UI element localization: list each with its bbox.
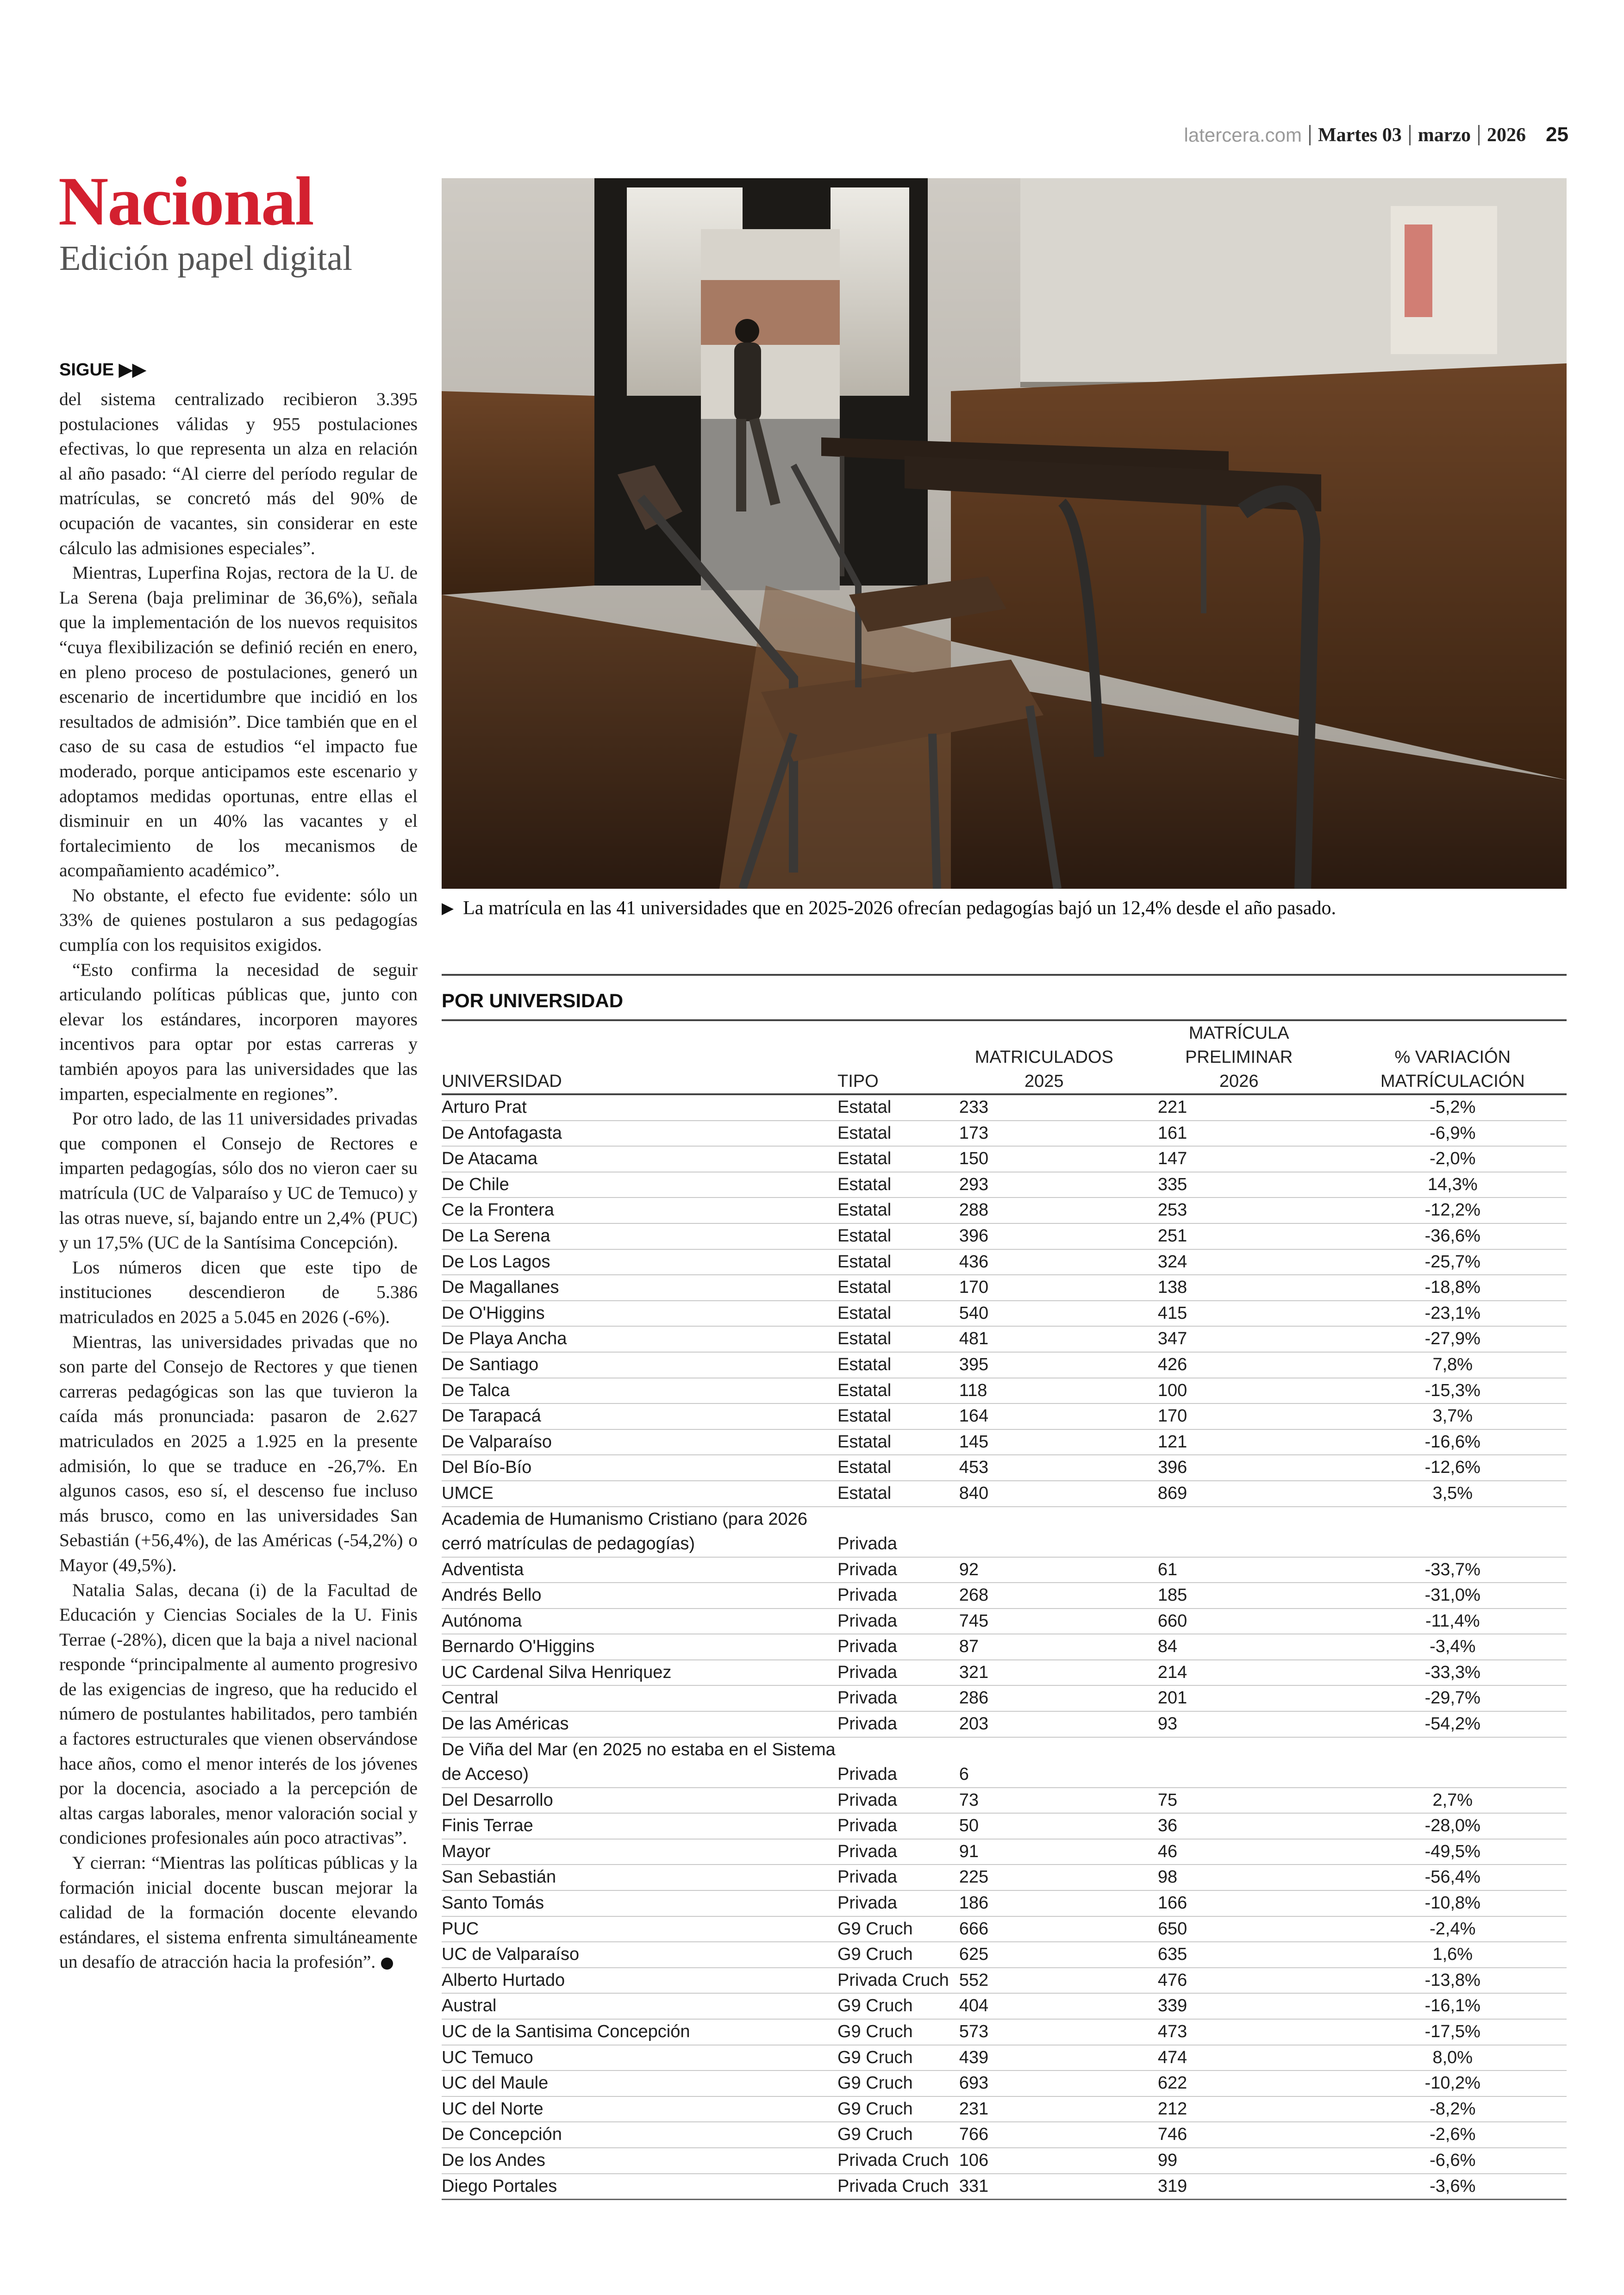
- cell-variacion: -36,6%: [1339, 1223, 1567, 1249]
- col-m2026-line1: MATRÍCULA PRELIMINAR: [1185, 1023, 1293, 1067]
- cell-variacion: 3,7%: [1339, 1403, 1567, 1429]
- cell-matricula-2026: 99: [1139, 2148, 1339, 2174]
- table-row: [442, 1094, 1567, 1121]
- cell-tipo: Estatal: [837, 1146, 949, 1172]
- table-row: [442, 1609, 1567, 1634]
- cell-matricula-2026: 100: [1139, 1378, 1339, 1404]
- table-row: [442, 2019, 1567, 2045]
- caption-arrow-icon: ▶: [442, 900, 454, 917]
- cell-tipo: Privada: [837, 1685, 949, 1711]
- cell-matriculados-2025: 436: [949, 1249, 1139, 1275]
- col-var-line1: % VARIACIÓN: [1394, 1048, 1511, 1067]
- cell-universidad: De O'Higgins: [442, 1301, 837, 1327]
- cell-matricula-2026: 138: [1139, 1275, 1339, 1301]
- cell-universidad: PUC: [442, 1916, 837, 1942]
- table-header-row: [442, 1021, 1567, 1094]
- cell-matricula-2026: 93: [1139, 1711, 1339, 1737]
- cell-variacion: [1339, 1737, 1567, 1788]
- cell-matriculados-2025: 540: [949, 1301, 1139, 1327]
- cell-matricula-2026: 166: [1139, 1890, 1339, 1916]
- cell-matricula-2026: 214: [1139, 1660, 1339, 1686]
- article-paragraph-text: Y cierran: “Mientras las políticas públicas y la formación inicial docente buscan mejorar la calidad de la formación docente elevando estándares, el sistema enfrenta simultáneamente un desafío de atracción hacia la profesión”.: [59, 1852, 418, 1972]
- cell-variacion: -13,8%: [1339, 1968, 1567, 1994]
- divider: [1309, 125, 1311, 145]
- cell-universidad: Adventista: [442, 1557, 837, 1583]
- cell-matriculados-2025: 118: [949, 1378, 1139, 1404]
- cell-matricula-2026: 36: [1139, 1813, 1339, 1839]
- cell-variacion: -3,6%: [1339, 2174, 1567, 2200]
- col-tipo-label: TIPO: [837, 1072, 879, 1091]
- cell-matricula-2026: 221: [1139, 1094, 1339, 1121]
- cell-tipo: G9 Cruch: [837, 1993, 949, 2019]
- cell-tipo: Estatal: [837, 1172, 949, 1198]
- issue-day: Martes 03: [1318, 125, 1402, 146]
- cell-variacion: -33,3%: [1339, 1660, 1567, 1686]
- cell-matriculados-2025: 552: [949, 1968, 1139, 1994]
- article-paragraph: Natalia Salas, decana (i) de la Facultad de Educación y Ciencias Sociales de la U. Finis Terrae (-28%), dicen que la baja a nivel nacional responde “principalmente al aumento progresivo de las exigencias de ingreso, que ha reducido el número de postulantes habilitados, pero también a factores estructurales que vienen observándose hace años, como el menor interés de los jóvenes por la docencia, asociado a la percepción de altas cargas laborales, menor valoración social y condiciones profesionales aún poco atractivas”.: [59, 1579, 418, 1848]
- cell-matricula-2026: 347: [1139, 1326, 1339, 1352]
- article-paragraph: Los números dicen que este tipo de instituciones descendieron de 5.386 matriculados en 2025 a 5.045 en 2026 (-6%).: [59, 1257, 418, 1327]
- cell-universidad: De Atacama: [442, 1146, 837, 1172]
- table-row: [442, 1481, 1567, 1507]
- cell-matriculados-2025: 145: [949, 1429, 1139, 1455]
- cell-universidad: De Antofagasta: [442, 1121, 837, 1147]
- table-row: [442, 1326, 1567, 1352]
- cell-matriculados-2025: 453: [949, 1455, 1139, 1481]
- classroom-photo-illustration: [442, 178, 1567, 889]
- cell-matricula-2026: 61: [1139, 1557, 1339, 1583]
- cell-matricula-2026: 339: [1139, 1993, 1339, 2019]
- cell-matricula-2026: 635: [1139, 1942, 1339, 1968]
- cell-matricula-2026: 335: [1139, 1172, 1339, 1198]
- page-header: [1184, 124, 1526, 146]
- cell-variacion: 14,3%: [1339, 1172, 1567, 1198]
- table-row: [442, 1813, 1567, 1839]
- table-row: [442, 1197, 1567, 1223]
- cell-tipo: Privada Cruch: [837, 2148, 949, 2174]
- cell-variacion: -2,0%: [1339, 1146, 1567, 1172]
- cell-universidad: Alberto Hurtado: [442, 1968, 837, 1994]
- cell-universidad: Del Bío-Bío: [442, 1455, 837, 1481]
- cell-matriculados-2025: 106: [949, 2148, 1139, 2174]
- table-row: [442, 1711, 1567, 1737]
- cell-variacion: 2,7%: [1339, 1788, 1567, 1814]
- table-row: [442, 1121, 1567, 1147]
- cell-variacion: -11,4%: [1339, 1609, 1567, 1634]
- cell-tipo: Estatal: [837, 1249, 949, 1275]
- cell-tipo: Estatal: [837, 1301, 949, 1327]
- cell-matriculados-2025: 170: [949, 1275, 1139, 1301]
- cell-universidad: Andrés Bello: [442, 1583, 837, 1609]
- cell-universidad: De Viña del Mar (en 2025 no estaba en el Sistema de Acceso): [442, 1737, 837, 1788]
- table-row: [442, 2096, 1567, 2122]
- building-outside: [701, 280, 840, 345]
- cell-variacion: [1339, 1507, 1567, 1557]
- cell-variacion: -25,7%: [1339, 1249, 1567, 1275]
- table-row: [442, 2122, 1567, 2148]
- cell-matriculados-2025: 321: [949, 1660, 1139, 1686]
- cell-matriculados-2025: 288: [949, 1197, 1139, 1223]
- cell-matricula-2026: 476: [1139, 1968, 1339, 1994]
- cell-matricula-2026: 746: [1139, 2122, 1339, 2148]
- poster-graphic: [1405, 225, 1432, 317]
- cell-matriculados-2025: 666: [949, 1916, 1139, 1942]
- col-var-line2: MATRÍCULACIÓN: [1380, 1072, 1525, 1091]
- cell-matriculados-2025: 73: [949, 1788, 1139, 1814]
- cell-matriculados-2025: 268: [949, 1583, 1139, 1609]
- cell-tipo: Privada: [837, 1890, 949, 1916]
- cell-universidad: De Concepción: [442, 2122, 837, 2148]
- cell-universidad: UC del Norte: [442, 2096, 837, 2122]
- table-title: POR UNIVERSIDAD: [442, 976, 1567, 1021]
- site-name[interactable]: latercera.com: [1184, 124, 1302, 146]
- issue-month: marzo: [1418, 125, 1471, 146]
- cell-tipo: Estatal: [837, 1378, 949, 1404]
- cell-matricula-2026: 98: [1139, 1865, 1339, 1890]
- cell-variacion: -16,6%: [1339, 1429, 1567, 1455]
- table-row: [442, 1352, 1567, 1378]
- cell-matriculados-2025: 92: [949, 1557, 1139, 1583]
- cell-tipo: Estatal: [837, 1481, 949, 1507]
- table-row: [442, 1942, 1567, 1968]
- cell-variacion: -12,6%: [1339, 1455, 1567, 1481]
- cell-matriculados-2025: 225: [949, 1865, 1139, 1890]
- cell-matricula-2026: 319: [1139, 2174, 1339, 2200]
- table-row: [442, 1403, 1567, 1429]
- table-row: [442, 1634, 1567, 1660]
- cell-tipo: G9 Cruch: [837, 2096, 949, 2122]
- cell-variacion: 7,8%: [1339, 1352, 1567, 1378]
- table-row: [442, 1223, 1567, 1249]
- cell-variacion: -2,6%: [1339, 2122, 1567, 2148]
- col-variacion: [1339, 1021, 1567, 1094]
- cell-matriculados-2025: 693: [949, 2070, 1139, 2096]
- cell-matricula-2026: 650: [1139, 1916, 1339, 1942]
- col-tipo: [837, 1021, 949, 1094]
- cell-tipo: Estatal: [837, 1094, 949, 1121]
- cell-matriculados-2025: 231: [949, 2096, 1139, 2122]
- cell-matricula-2026: [1139, 1737, 1339, 1788]
- article-paragraph: No obstante, el efecto fue evidente: sólo un 33% de quienes postularon a sus pedagogías cumplía con los requisitos exigidos.: [59, 885, 418, 955]
- table-row: [442, 2070, 1567, 2096]
- cell-variacion: -28,0%: [1339, 1813, 1567, 1839]
- cell-tipo: G9 Cruch: [837, 2122, 949, 2148]
- cell-matricula-2026: 251: [1139, 1223, 1339, 1249]
- cell-tipo: G9 Cruch: [837, 1942, 949, 1968]
- cell-matriculados-2025: 573: [949, 2019, 1139, 2045]
- cell-tipo: Estatal: [837, 1403, 949, 1429]
- cell-variacion: -10,2%: [1339, 2070, 1567, 2096]
- cell-universidad: Diego Portales: [442, 2174, 837, 2200]
- cell-matricula-2026: 253: [1139, 1197, 1339, 1223]
- article-paragraph: Por otro lado, de las 11 universidades privadas que componen el Consejo de Rectores e imparten pedagogías, sólo dos no vieron caer su matrícula (UC de Valparaíso y UC de Temuco) y las otras nueve, sí, bajando entre un 2,4% (PUC) y un 17,5% (UC de la Santísima Concepción).: [59, 1108, 418, 1253]
- cell-matriculados-2025: 331: [949, 2174, 1139, 2200]
- cell-universidad: Austral: [442, 1993, 837, 2019]
- cell-tipo: Privada: [837, 1813, 949, 1839]
- cell-matricula-2026: 622: [1139, 2070, 1339, 2096]
- cell-variacion: -15,3%: [1339, 1378, 1567, 1404]
- cell-variacion: 8,0%: [1339, 2045, 1567, 2071]
- cell-matriculados-2025: 233: [949, 1094, 1139, 1121]
- cell-variacion: -6,9%: [1339, 1121, 1567, 1147]
- cell-matriculados-2025: 173: [949, 1121, 1139, 1147]
- cell-matricula-2026: 161: [1139, 1121, 1339, 1147]
- table-body: [442, 1094, 1567, 2200]
- table-row: [442, 1685, 1567, 1711]
- photo-caption: [442, 897, 1567, 919]
- cell-universidad: UC del Maule: [442, 2070, 837, 2096]
- cell-universidad: De Chile: [442, 1172, 837, 1198]
- cell-universidad: De Playa Ancha: [442, 1326, 837, 1352]
- cell-variacion: -49,5%: [1339, 1839, 1567, 1865]
- cell-matricula-2026: 396: [1139, 1455, 1339, 1481]
- cell-matriculados-2025: 840: [949, 1481, 1139, 1507]
- caption-text: La matrícula en las 41 universidades que en 2025-2026 ofrecían pedagogías bajó un 12,4% desde el año pasado.: [463, 898, 1337, 919]
- cell-universidad: De Magallanes: [442, 1275, 837, 1301]
- door-window-right: [831, 187, 909, 396]
- cell-universidad: Academia de Humanismo Cristiano (para 2026 cerró matrículas de pedagogías): [442, 1507, 837, 1557]
- table-row: [442, 2148, 1567, 2174]
- table-row: [442, 1916, 1567, 1942]
- cell-matriculados-2025: 439: [949, 2045, 1139, 2071]
- cell-universidad: UC Cardenal Silva Henriquez: [442, 1660, 837, 1686]
- table-row: [442, 1301, 1567, 1327]
- cell-matriculados-2025: 625: [949, 1942, 1139, 1968]
- col-universidad-label: UNIVERSIDAD: [442, 1072, 562, 1091]
- cell-tipo: Privada: [837, 1660, 949, 1686]
- cell-matriculados-2025: 203: [949, 1711, 1139, 1737]
- cell-variacion: -10,8%: [1339, 1890, 1567, 1916]
- cell-tipo: Privada: [837, 1634, 949, 1660]
- table-row: [442, 1660, 1567, 1686]
- cell-matricula-2026: 75: [1139, 1788, 1339, 1814]
- cell-matriculados-2025: 395: [949, 1352, 1139, 1378]
- cell-matricula-2026: 121: [1139, 1429, 1339, 1455]
- cell-tipo: Privada: [837, 1788, 949, 1814]
- cell-matriculados-2025: 481: [949, 1326, 1139, 1352]
- cell-matricula-2026: 324: [1139, 1249, 1339, 1275]
- cell-universidad: De Valparaíso: [442, 1429, 837, 1455]
- cell-tipo: Privada: [837, 1507, 949, 1557]
- table-row: [442, 1583, 1567, 1609]
- cell-tipo: Privada Cruch: [837, 1968, 949, 1994]
- table-row: [442, 1890, 1567, 1916]
- cell-matriculados-2025: 50: [949, 1813, 1139, 1839]
- cell-matriculados-2025: 286: [949, 1685, 1139, 1711]
- cell-variacion: -56,4%: [1339, 1865, 1567, 1890]
- double-arrow-icon: ▶▶: [119, 360, 146, 380]
- table-row: [442, 1146, 1567, 1172]
- col-m2025-line2: 2025: [1024, 1072, 1064, 1091]
- cell-tipo: Privada: [837, 1737, 949, 1788]
- cell-variacion: -12,2%: [1339, 1197, 1567, 1223]
- table-row: [442, 2045, 1567, 2071]
- table-row: [442, 1378, 1567, 1404]
- cell-variacion: -8,2%: [1339, 2096, 1567, 2122]
- cell-universidad: De las Américas: [442, 1711, 837, 1737]
- cell-matricula-2026: 660: [1139, 1609, 1339, 1634]
- cell-variacion: -54,2%: [1339, 1711, 1567, 1737]
- table-row: [442, 1557, 1567, 1583]
- article-paragraph: Mientras, las universidades privadas que no son parte del Consejo de Rectores y que tienen carreras pedagógicas son las que tuvieron la caída más pronunciada: pasaron de 2.627 matriculados en 2025 a 1.925 en la presente admisión, lo que se traduce en -26,7%. En algunos casos, eso sí, el descenso fue incluso más brusco, como en las universidades San Sebastián (+56,4%), de las Américas (-54,2%) o Mayor (49,5%).: [59, 1331, 418, 1575]
- section-title: Nacional: [58, 163, 313, 240]
- cell-variacion: -29,7%: [1339, 1685, 1567, 1711]
- cell-matricula-2026: 474: [1139, 2045, 1339, 2071]
- cell-matricula-2026: 869: [1139, 1481, 1339, 1507]
- cell-tipo: Privada Cruch: [837, 2174, 949, 2200]
- cell-tipo: G9 Cruch: [837, 2045, 949, 2071]
- cell-tipo: Estatal: [837, 1326, 949, 1352]
- cell-tipo: Privada: [837, 1711, 949, 1737]
- cell-tipo: Privada: [837, 1865, 949, 1890]
- cell-tipo: Privada: [837, 1583, 949, 1609]
- cell-tipo: Estatal: [837, 1275, 949, 1301]
- col-matriculados-2025: [949, 1021, 1139, 1094]
- cell-universidad: De Los Lagos: [442, 1249, 837, 1275]
- cell-variacion: -23,1%: [1339, 1301, 1567, 1327]
- end-mark-icon: [381, 1958, 393, 1970]
- cell-tipo: Estatal: [837, 1223, 949, 1249]
- cell-universidad: Mayor: [442, 1839, 837, 1865]
- table-row: [442, 1865, 1567, 1890]
- cell-tipo: Privada: [837, 1557, 949, 1583]
- cell-tipo: Estatal: [837, 1455, 949, 1481]
- cell-matriculados-2025: 293: [949, 1172, 1139, 1198]
- cell-universidad: Ce la Frontera: [442, 1197, 837, 1223]
- wood-panel-left: [442, 391, 594, 595]
- enrollment-table-section: [442, 974, 1567, 2200]
- continues-text: SIGUE: [59, 360, 114, 380]
- cell-variacion: -6,6%: [1339, 2148, 1567, 2174]
- cell-matriculados-2025: 396: [949, 1223, 1139, 1249]
- continues-label: [59, 359, 146, 380]
- cell-matriculados-2025: 150: [949, 1146, 1139, 1172]
- col-m2025-line1: MATRICULADOS: [974, 1048, 1113, 1067]
- table-row: [442, 1455, 1567, 1481]
- article-body: [59, 387, 418, 1975]
- cell-variacion: -3,4%: [1339, 1634, 1567, 1660]
- cell-universidad: De Santiago: [442, 1352, 837, 1378]
- cell-tipo: G9 Cruch: [837, 1916, 949, 1942]
- cell-universidad: Del Desarrollo: [442, 1788, 837, 1814]
- cell-variacion: -27,9%: [1339, 1326, 1567, 1352]
- cell-universidad: Santo Tomás: [442, 1890, 837, 1916]
- cell-tipo: Estatal: [837, 1429, 949, 1455]
- cell-variacion: -31,0%: [1339, 1583, 1567, 1609]
- cell-universidad: UMCE: [442, 1481, 837, 1507]
- section-subtitle: Edición papel digital: [59, 239, 353, 278]
- cell-tipo: G9 Cruch: [837, 2070, 949, 2096]
- cell-matricula-2026: 170: [1139, 1403, 1339, 1429]
- issue-year: 2026: [1487, 125, 1526, 146]
- cell-universidad: De los Andes: [442, 2148, 837, 2174]
- table-row: [442, 2174, 1567, 2200]
- cell-universidad: UC Temuco: [442, 2045, 837, 2071]
- col-universidad: [442, 1021, 837, 1094]
- cell-matricula-2026: 46: [1139, 1839, 1339, 1865]
- cell-matriculados-2025: 6: [949, 1737, 1139, 1788]
- col-m2026-line2: 2026: [1219, 1072, 1259, 1091]
- table-row: [442, 1275, 1567, 1301]
- cell-tipo: Estatal: [837, 1197, 949, 1223]
- cell-universidad: De La Serena: [442, 1223, 837, 1249]
- article-paragraph: Mientras, Luperfina Rojas, rectora de la U. de La Serena (baja preliminar de 36,6%), señala que la implementación de los nuevos requisitos “cuya flexibilización se definió recién en enero, en pleno proceso de postulaciones, generó un escenario de incertidumbre que incidió en los resultados de admisión”. Dice también que en el caso de su casa de estudios “el impacto fue moderado, porque anticipamos este escenario y adoptamos medidas oportunas, entre ellas el disminuir en un 40% las vacantes y el fortalecimiento de los mecanismos de acompañamiento académico”.: [59, 562, 418, 881]
- cell-variacion: -33,7%: [1339, 1557, 1567, 1583]
- cell-matriculados-2025: 87: [949, 1634, 1139, 1660]
- cell-universidad: De Talca: [442, 1378, 837, 1404]
- cell-universidad: UC de la Santisima Concepción: [442, 2019, 837, 2045]
- cell-universidad: Finis Terrae: [442, 1813, 837, 1839]
- table-row: [442, 1249, 1567, 1275]
- article-paragraph: “Esto confirma la necesidad de seguir articulando políticas públicas que, junto con elevar los estándares, incorporen mayores incentivos para optar por estas carreras y también apoyos para las universidades que las imparten, especialmente en regiones”.: [59, 959, 418, 1104]
- col-matricula-2026: [1139, 1021, 1339, 1094]
- table-row: [442, 1993, 1567, 2019]
- cell-universidad: UC de Valparaíso: [442, 1942, 837, 1968]
- classroom-photo: [442, 178, 1567, 889]
- cell-matriculados-2025: 766: [949, 2122, 1139, 2148]
- article-paragraph-last: [59, 1851, 418, 1975]
- cell-variacion: -2,4%: [1339, 1916, 1567, 1942]
- table-row: [442, 1737, 1567, 1788]
- cell-matriculados-2025: 164: [949, 1403, 1139, 1429]
- cell-matricula-2026: 415: [1139, 1301, 1339, 1327]
- table-row: [442, 1507, 1567, 1557]
- divider: [1409, 125, 1411, 145]
- cell-tipo: Estatal: [837, 1352, 949, 1378]
- cell-variacion: -5,2%: [1339, 1094, 1567, 1121]
- cell-matricula-2026: 147: [1139, 1146, 1339, 1172]
- table-row: [442, 1172, 1567, 1198]
- cell-matricula-2026: 212: [1139, 2096, 1339, 2122]
- cell-variacion: -18,8%: [1339, 1275, 1567, 1301]
- cell-universidad: De Tarapacá: [442, 1403, 837, 1429]
- cell-variacion: 1,6%: [1339, 1942, 1567, 1968]
- table-row: [442, 1429, 1567, 1455]
- cell-universidad: Autónoma: [442, 1609, 837, 1634]
- article-paragraph: del sistema centralizado recibieron 3.395 postulaciones válidas y 955 postulaciones efectivas, lo que representa un alza en relación al año pasado: “Al cierre del período regular de matrículas, se concretó más del 90% de ocupación de vacantes, sin considerar en este cálculo las admisiones especiales”.: [59, 389, 418, 558]
- page-number: 25: [1546, 123, 1568, 146]
- cell-matriculados-2025: [949, 1507, 1139, 1557]
- cell-tipo: Privada: [837, 1609, 949, 1634]
- table-row: [442, 1968, 1567, 1994]
- cell-variacion: 3,5%: [1339, 1481, 1567, 1507]
- cell-matricula-2026: 84: [1139, 1634, 1339, 1660]
- cell-universidad: San Sebastián: [442, 1865, 837, 1890]
- cell-matriculados-2025: 404: [949, 1993, 1139, 2019]
- cell-matricula-2026: 185: [1139, 1583, 1339, 1609]
- enrollment-table: [442, 1021, 1567, 2200]
- divider: [1478, 125, 1480, 145]
- table-row: [442, 1839, 1567, 1865]
- cell-matriculados-2025: 745: [949, 1609, 1139, 1634]
- cell-tipo: Estatal: [837, 1121, 949, 1147]
- cell-variacion: -16,1%: [1339, 1993, 1567, 2019]
- table-row: [442, 1788, 1567, 1814]
- cell-universidad: Arturo Prat: [442, 1094, 837, 1121]
- cell-universidad: Bernardo O'Higgins: [442, 1634, 837, 1660]
- cell-universidad: Central: [442, 1685, 837, 1711]
- cell-matricula-2026: 201: [1139, 1685, 1339, 1711]
- cell-matricula-2026: 473: [1139, 2019, 1339, 2045]
- cell-matriculados-2025: 91: [949, 1839, 1139, 1865]
- cell-matriculados-2025: 186: [949, 1890, 1139, 1916]
- cell-tipo: G9 Cruch: [837, 2019, 949, 2045]
- cell-variacion: -17,5%: [1339, 2019, 1567, 2045]
- cell-matricula-2026: [1139, 1507, 1339, 1557]
- cell-tipo: Privada: [837, 1839, 949, 1865]
- cell-matricula-2026: 426: [1139, 1352, 1339, 1378]
